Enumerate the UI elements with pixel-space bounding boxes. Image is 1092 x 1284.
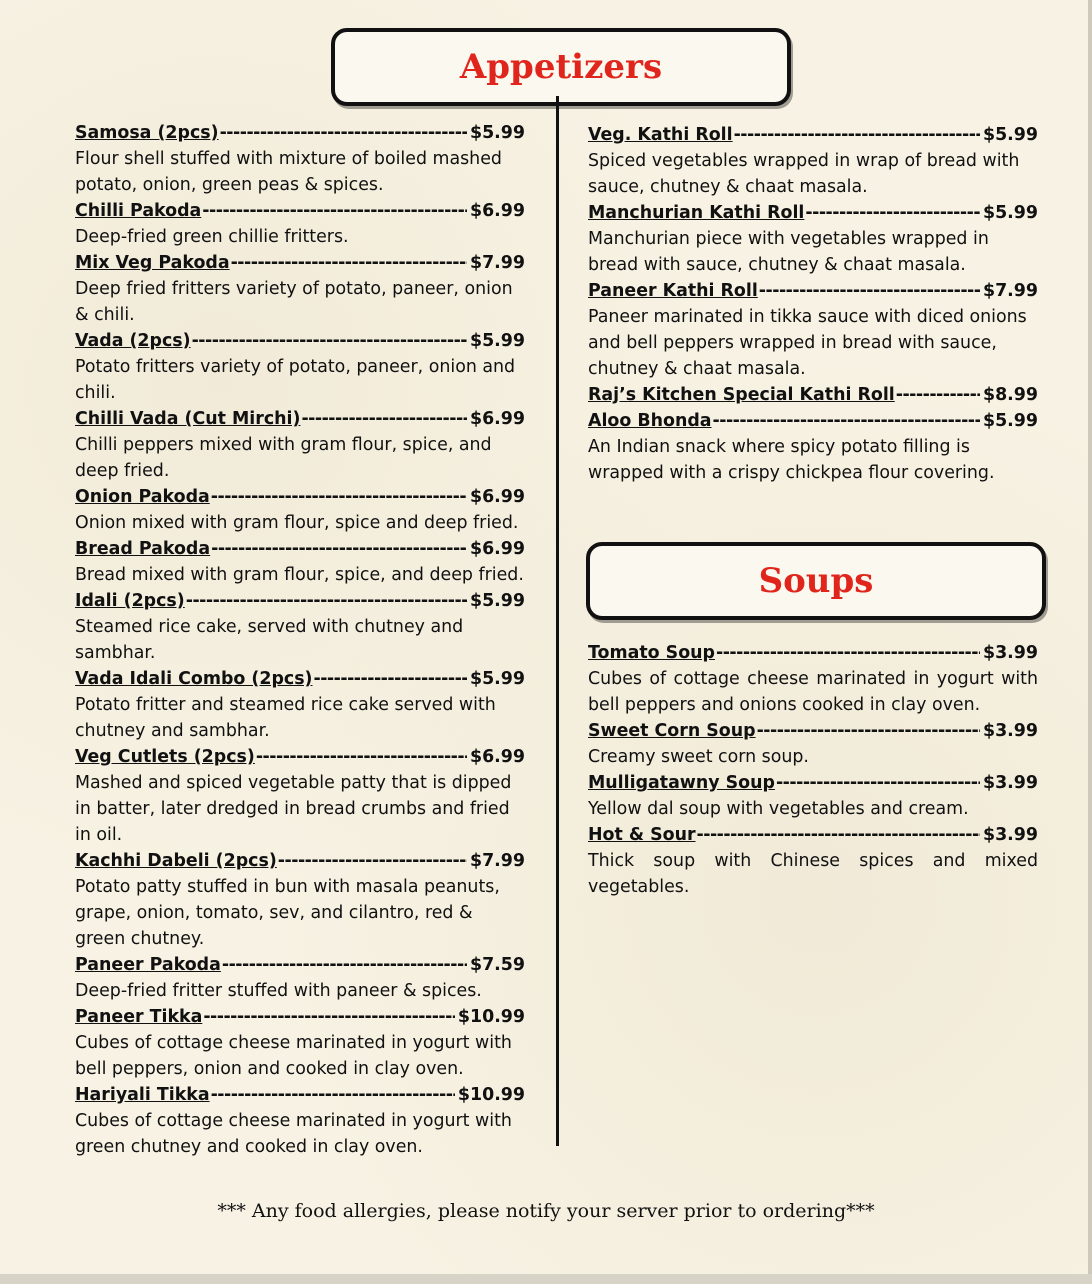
- menu-item-price: $3.99: [982, 773, 1038, 793]
- menu-item-price: $6.99: [469, 409, 525, 429]
- page-edge: [1088, 0, 1092, 1284]
- menu-item: [75, 666, 525, 744]
- menu-item-description: Paneer marinated in tikka sauce with diced onions and bell peppers wrapped in bread with sauce, chutney & chaat masala.: [588, 307, 1027, 379]
- page-bottom-edge: [0, 1274, 1092, 1284]
- menu-item-name: Hariyali Tikka: [75, 1085, 210, 1105]
- menu-item-price: $5.99: [982, 203, 1038, 223]
- menu-item: [75, 1004, 525, 1082]
- menu-item: [588, 770, 1038, 822]
- menu-item-row: [75, 406, 525, 432]
- menu-item-row: [75, 484, 525, 510]
- menu-item-row: [588, 822, 1038, 848]
- menu-item: [75, 744, 525, 848]
- soups-column: [588, 640, 1038, 900]
- menu-item: [588, 718, 1038, 770]
- menu-item-name: Aloo Bhonda: [588, 411, 712, 431]
- menu-item-row: [588, 770, 1038, 796]
- dot-leader: [896, 382, 980, 408]
- dot-leader: [278, 848, 467, 874]
- menu-item-row: [75, 952, 525, 978]
- menu-item-name: Paneer Kathi Roll: [588, 281, 758, 301]
- menu-item-description: Yellow dal soup with vegetables and cream.: [588, 799, 969, 819]
- menu-item-name: Paneer Tikka: [75, 1007, 203, 1027]
- menu-item-row: [588, 122, 1038, 148]
- menu-item: [588, 408, 1038, 486]
- menu-item-price: $5.99: [469, 669, 525, 689]
- menu-item-row: [588, 718, 1038, 744]
- menu-item-price: $5.99: [469, 591, 525, 611]
- menu-item-price: $6.99: [469, 747, 525, 767]
- menu-item-row: [588, 640, 1038, 666]
- menu-item: [588, 278, 1038, 382]
- menu-item-row: [75, 744, 525, 770]
- menu-item-price: $3.99: [982, 825, 1038, 845]
- menu-item: [75, 406, 525, 484]
- menu-item-name: Chilli Vada (Cut Mirchi): [75, 409, 301, 429]
- menu-item-name: Onion Pakoda: [75, 487, 210, 507]
- menu-item-description: Mashed and spiced vegetable patty that is dipped in batter, later dredged in bread crumbs and fried in oil.: [75, 773, 512, 845]
- dot-leader: [805, 200, 980, 226]
- menu-item-row: [75, 588, 525, 614]
- menu-item: [75, 848, 525, 952]
- dot-leader: [697, 822, 980, 848]
- menu-item: [588, 200, 1038, 278]
- menu-item-description: Deep-fried fritter stuffed with paneer & spices.: [75, 981, 482, 1001]
- menu-item-row: [588, 278, 1038, 304]
- menu-item-name: Hot & Sour: [588, 825, 696, 845]
- dot-leader: [186, 588, 467, 614]
- menu-item-row: [75, 120, 525, 146]
- menu-item-row: [75, 848, 525, 874]
- dot-leader: [713, 408, 980, 434]
- dot-leader: [222, 952, 467, 978]
- menu-item-row: [75, 198, 525, 224]
- menu-item: [588, 382, 1038, 408]
- menu-item-description: Spiced vegetables wrapped in wrap of bread with sauce, chutney & chaat masala.: [588, 151, 1020, 197]
- menu-item: [75, 120, 525, 198]
- menu-item-name: Mulligatawny Soup: [588, 773, 775, 793]
- menu-item-description: An Indian snack where spicy potato filling is wrapped with a crispy chickpea flour covering.: [588, 437, 995, 483]
- appetizers-heading-box: [331, 28, 791, 106]
- soups-heading: Soups: [758, 561, 874, 601]
- menu-item-name: Chilli Pakoda: [75, 201, 202, 221]
- menu-item: [588, 122, 1038, 200]
- menu-item-description: Deep-fried green chillie fritters.: [75, 227, 349, 247]
- menu-item: [75, 536, 525, 588]
- menu-item-price: $5.99: [469, 123, 525, 143]
- dot-leader: [301, 406, 467, 432]
- soups-heading-box: [586, 542, 1046, 620]
- menu-item-row: [75, 328, 525, 354]
- dot-leader: [211, 484, 467, 510]
- menu-item-price: $7.59: [469, 955, 525, 975]
- menu-item-row: [75, 1004, 525, 1030]
- menu-item: [75, 328, 525, 406]
- menu-item-price: $10.99: [457, 1085, 525, 1105]
- menu-item-description: Thick soup with Chinese spices and mixed vegetables.: [588, 851, 1038, 897]
- menu-item: [75, 484, 525, 536]
- menu-item-price: $7.99: [469, 851, 525, 871]
- menu-item-row: [75, 666, 525, 692]
- menu-item-name: Vada (2pcs): [75, 331, 191, 351]
- menu-item-row: [588, 200, 1038, 226]
- menu-item-name: Tomato Soup: [588, 643, 715, 663]
- dot-leader: [231, 250, 467, 276]
- dot-leader: [220, 120, 467, 146]
- menu-item-description: Onion mixed with gram flour, spice and deep fried.: [75, 513, 519, 533]
- menu-item: [75, 588, 525, 666]
- menu-item-price: $6.99: [469, 487, 525, 507]
- menu-item-name: Idali (2pcs): [75, 591, 185, 611]
- menu-item-price: $10.99: [457, 1007, 525, 1027]
- menu-item-name: Sweet Corn Soup: [588, 721, 756, 741]
- dot-leader: [314, 666, 467, 692]
- menu-item-description: Steamed rice cake, served with chutney and sambhar.: [75, 617, 464, 663]
- menu-item-description: Deep fried fritters variety of potato, paneer, onion & chili.: [75, 279, 513, 325]
- menu-item-name: Paneer Pakoda: [75, 955, 221, 975]
- menu-item-name: Vada Idali Combo (2pcs): [75, 669, 313, 689]
- menu-item-description: Chilli peppers mixed with gram flour, spice, and deep fried.: [75, 435, 492, 481]
- menu-item-description: Manchurian piece with vegetables wrapped in bread with sauce, chutney & chaat masala.: [588, 229, 989, 275]
- menu-item-price: $6.99: [469, 201, 525, 221]
- menu-item-name: Raj’s Kitchen Special Kathi Roll: [588, 385, 895, 405]
- dot-leader: [734, 122, 980, 148]
- menu-item-row: [75, 536, 525, 562]
- menu-item-row: [75, 250, 525, 276]
- menu-item: [588, 822, 1038, 900]
- menu-item-price: $7.99: [469, 253, 525, 273]
- menu-item-description: Cubes of cottage cheese marinated in yogurt with bell peppers, onion and cooked in clay oven.: [75, 1033, 512, 1079]
- menu-item-description: Potato fritters variety of potato, paneer, onion and chili.: [75, 357, 516, 403]
- menu-item-description: Potato fritter and steamed rice cake served with chutney and sambhar.: [75, 695, 496, 741]
- menu-item-description: Cubes of cottage cheese marinated in yogurt with green chutney and cooked in clay oven.: [75, 1111, 512, 1157]
- menu-item-name: Samosa (2pcs): [75, 123, 219, 143]
- menu-item: [75, 1082, 525, 1160]
- dot-leader: [776, 770, 980, 796]
- menu-item-description: Cubes of cottage cheese marinated in yogurt with bell peppers and onions cooked in clay oven.: [588, 669, 1038, 715]
- appetizers-left-column: [75, 120, 525, 1160]
- menu-item-row: [75, 1082, 525, 1108]
- menu-item-price: $6.99: [469, 539, 525, 559]
- menu-item: [75, 250, 525, 328]
- dot-leader: [211, 1082, 455, 1108]
- menu-item-row: [588, 382, 1038, 408]
- dot-leader: [203, 1004, 455, 1030]
- menu-item-name: Kachhi Dabeli (2pcs): [75, 851, 277, 871]
- allergy-notice: *** Any food allergies, please notify your server prior to ordering***: [217, 1200, 875, 1222]
- appetizers-right-column: [588, 122, 1038, 486]
- column-divider: [556, 96, 559, 1146]
- menu-item-name: Veg Cutlets (2pcs): [75, 747, 255, 767]
- menu-item-description: Potato patty stuffed in bun with masala peanuts, grape, onion, tomato, sev, and cilantro, red & green chutney.: [75, 877, 500, 949]
- menu-item-description: Bread mixed with gram flour, spice, and deep fried.: [75, 565, 524, 585]
- dot-leader: [757, 718, 980, 744]
- menu-item-description: Flour shell stuffed with mixture of boiled mashed potato, onion, green peas & spices.: [75, 149, 502, 195]
- menu-item-description: Creamy sweet corn soup.: [588, 747, 809, 767]
- menu-item-price: $5.99: [469, 331, 525, 351]
- menu-item: [75, 952, 525, 1004]
- appetizers-heading: Appetizers: [459, 47, 663, 87]
- menu-item: [588, 640, 1038, 718]
- menu-item-price: $5.99: [982, 411, 1038, 431]
- dot-leader: [759, 278, 980, 304]
- menu-item-name: Bread Pakoda: [75, 539, 211, 559]
- menu-item-price: $3.99: [982, 721, 1038, 741]
- menu-item-price: $8.99: [982, 385, 1038, 405]
- menu-item-name: Mix Veg Pakoda: [75, 253, 230, 273]
- menu-item-price: $5.99: [982, 125, 1038, 145]
- dot-leader: [192, 328, 467, 354]
- dot-leader: [716, 640, 980, 666]
- menu-item: [75, 198, 525, 250]
- dot-leader: [211, 536, 467, 562]
- menu-item-row: [588, 408, 1038, 434]
- menu-item-name: Veg. Kathi Roll: [588, 125, 733, 145]
- dot-leader: [256, 744, 467, 770]
- dot-leader: [202, 198, 467, 224]
- menu-item-price: $3.99: [982, 643, 1038, 663]
- menu-item-price: $7.99: [982, 281, 1038, 301]
- menu-item-name: Manchurian Kathi Roll: [588, 203, 805, 223]
